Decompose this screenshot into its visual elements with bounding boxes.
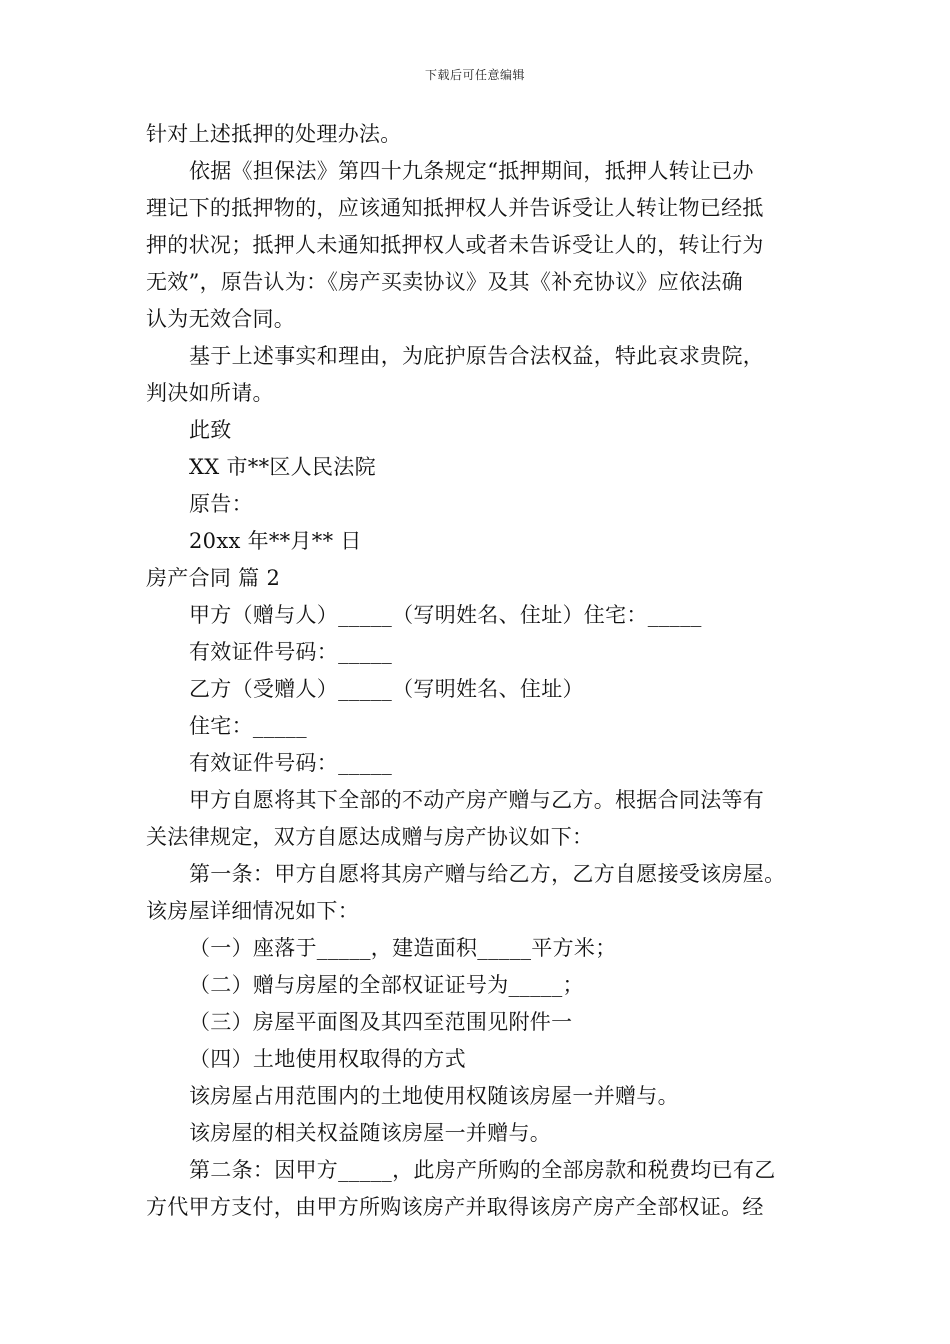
text-line: 该房屋占用范围内的土地使用权随该房屋一并赠与。 xyxy=(189,1084,679,1108)
text-line: 乙方（受赠人）_____（写明姓名、住址） xyxy=(189,677,584,701)
text-line: 20xx 年**月** 日 xyxy=(189,529,362,553)
text-line: 押的状况；抵押人未通知抵押权人或者未告诉受让人的，转让行为 xyxy=(146,233,764,257)
text-line: 基于上述事实和理由，为庇护原告合法权益，特此哀求贵院， xyxy=(189,344,765,368)
document-body xyxy=(146,116,816,1226)
text-line: 认为无效合同。 xyxy=(146,307,296,331)
text-line: 该房屋的相关权益随该房屋一并赠与。 xyxy=(189,1121,552,1145)
text-line: 方代甲方支付，由甲方所购该房产并取得该房产房产全部权证。经 xyxy=(146,1195,764,1219)
text-line: 依据《担保法》第四十九条规定“抵押期间，抵押人转让已办 xyxy=(189,159,754,183)
text-line: （三）房屋平面图及其四至范围见附件一 xyxy=(189,1010,573,1034)
text-line: 第一条：甲方自愿将其房产赠与给乙方，乙方自愿接受该房屋。 xyxy=(189,862,786,886)
text-line: （二）赠与房屋的全部权证证号为_____； xyxy=(189,973,584,997)
text-line: 判决如所请。 xyxy=(146,381,274,405)
text-line: 该房屋详细情况如下： xyxy=(146,899,359,923)
text-line: （一）座落于_____，建造面积_____平方米； xyxy=(189,936,617,960)
text-line: 甲方自愿将其下全部的不动产房产赠与乙方。根据合同法等有 xyxy=(189,788,765,812)
text-line: 针对上述抵押的处理办法。 xyxy=(146,122,402,146)
text-line: 第二条：因甲方_____，此房产所购的全部房款和税费均已有乙 xyxy=(189,1158,776,1182)
text-line: 甲方（赠与人）_____（写明姓名、住址）住宅：_____ xyxy=(189,603,702,627)
text-line: 住宅：_____ xyxy=(189,714,307,738)
text-line: 原告： xyxy=(189,492,253,516)
text-line: 关法律规定，双方自愿达成赠与房产协议如下： xyxy=(146,825,594,849)
page-header-note: 下载后可任意编辑 xyxy=(424,68,525,82)
text-line: （四）土地使用权取得的方式 xyxy=(189,1047,466,1071)
text-line: 有效证件号码：_____ xyxy=(189,751,393,775)
text-line: 有效证件号码：_____ xyxy=(189,640,393,664)
text-line: 理记下的抵押物的，应该通知抵押权人并告诉受让人转让物已经抵 xyxy=(146,196,764,220)
text-line: 房产合同 篇 2 xyxy=(146,566,281,590)
text-line: XX 市**区人民法院 xyxy=(189,455,376,479)
text-line: 无效”，原告认为：《房产买卖协议》及其《补充协议》应依法确 xyxy=(146,270,743,294)
text-line: 此致 xyxy=(189,418,232,442)
